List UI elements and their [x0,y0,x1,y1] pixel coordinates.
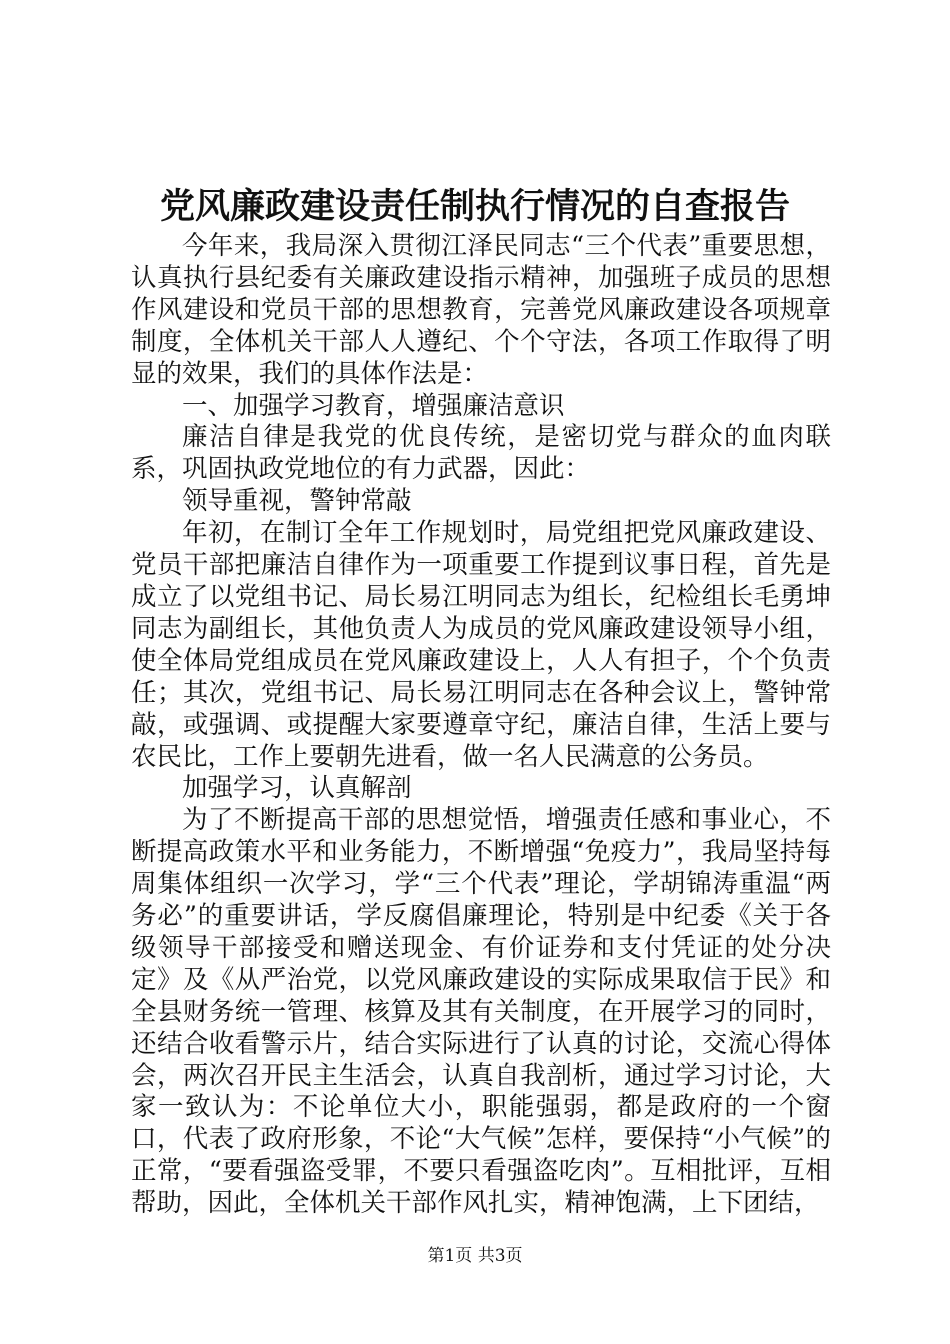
page-footer: 第1页 共3页 [427,1246,523,1266]
document-title: 党风廉政建设责任制执行情况的自查报告 [159,187,790,227]
section-heading-1: 一、加强学习教育，增强廉洁意识 [182,390,565,421]
subheading-leadership: 领导重视，警钟常敲 [182,486,412,517]
subheading-study: 加强学习，认真解剖 [182,773,412,804]
paragraph-integrity: 廉洁自律是我党的优良传统，是密切党与群众的血肉联系，巩固执政党地位的有力武器，因此： [131,422,831,485]
document-body [131,231,831,1220]
paragraph-leadership: 年初，在制订全年工作规划时，局党组把党风廉政建设、党员干部把廉洁自律作为一项重要工作提到议事日程，首先是成立了以党组书记、局长易江明同志为组长，纪检组长毛勇坤同志为副组长，其他负责人为成员的党风廉政建设领导小组，使全体局党组成员在党风廉政建设上，人人有担子，个个负责任；其次，党组书记、局长易江明同志在各种会议上，警钟常敲，或强调、或提醒大家要遵章守纪，廉洁自律，生活上要与农民比，工作上要朝先进看，做一名人民满意的公务员。 [131,518,831,772]
paragraph-intro: 今年来，我局深入贯彻江泽民同志“三个代表”重要思想，认真执行县纪委有关廉政建设指示精神，加强班子成员的思想作风建设和党员干部的思想教育，完善党风廉政建设各项规章制度，全体机关干部人人遵纪、个个守法，各项工作取得了明显的效果，我们的具体作法是： [131,231,831,389]
paragraph-study: 为了不断提高干部的思想觉悟，增强责任感和事业心，不断提高政策水平和业务能力，不断增强“免疫力”，我局坚持每周集体组织一次学习，学“三个代表”理论，学胡锦涛重温“两务必”的重要讲话，学反腐倡廉理论，特别是中纪委《关于各级领导干部接受和赠送现金、有价证券和支付凭证的处分决定》及《从严治党，以党风廉政建设的实际成果取信于民》和全县财务统一管理、核算及其有关制度，在开展学习的同时，还结合收看警示片，结合实际进行了认真的讨论，交流心得体会，两次召开民主生活会，认真自我剖析，通过学习讨论，大家一致认为：不论单位大小，职能强弱，都是政府的一个窗口，代表了政府形象，不论“大气候”怎样，要保持“小气候”的正常，“要看强盗受罪，不要只看强盗吃肉”。互相批评，互相帮助，因此，全体机关干部作风扎实，精神饱满，上下团结， [131,805,831,1219]
